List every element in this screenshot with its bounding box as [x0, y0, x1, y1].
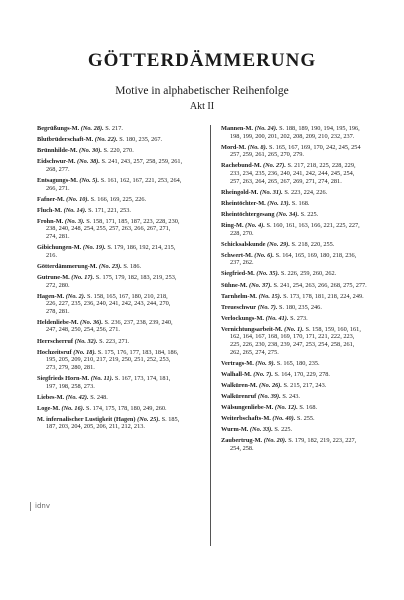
motive-term: Verlockungs-M.	[221, 314, 264, 322]
motive-entry	[37, 416, 200, 431]
page-references: 238, 240, 248, 254, 255, 257, 263, 266, 267, 271,	[46, 225, 171, 233]
motive-term: Walkürenruf	[221, 393, 257, 401]
page-references: 228, 270.	[230, 229, 254, 237]
motive-number: (No. 6).	[254, 251, 274, 259]
motive-term: Götterdämmerung-M.	[37, 262, 98, 270]
motive-entry	[37, 263, 200, 271]
motive-number: (No. 7).	[253, 370, 273, 378]
motive-term: Rheintöchtergesang	[221, 210, 275, 218]
motive-entry	[37, 293, 200, 316]
motive-number: (No. 19).	[82, 244, 106, 252]
page-references: 274, 281.	[46, 233, 70, 241]
page-references: S. 179, 182, 219, 223, 227,	[288, 437, 357, 445]
page-references: S. 248.	[90, 393, 108, 401]
page-references: 233, 234, 235, 236, 240, 241, 242, 244, 245, 254,	[230, 169, 355, 177]
motive-number: (No. 37).	[249, 281, 272, 289]
motive-number: (No. 16).	[61, 404, 85, 412]
page-references: S. 174, 175, 178, 180, 249, 260.	[85, 404, 167, 412]
motive-number: (No. 38).	[77, 158, 100, 166]
page-references: S. 166, 169, 225, 226.	[90, 195, 147, 203]
motive-list-left	[37, 125, 200, 435]
motive-number: (No. 40).	[272, 415, 296, 423]
page-references: 162, 164, 167, 168, 169, 170, 171, 221, 222, 223,	[230, 333, 355, 341]
motive-term: Rachebund-M.	[221, 162, 262, 170]
motive-entry	[221, 241, 389, 249]
motive-number: (No. 12).	[274, 404, 298, 412]
motive-term: Vernichtungsarbeit-M.	[221, 325, 283, 333]
page-references: S. 158, 171, 185, 187, 223, 228, 230,	[86, 217, 180, 225]
motive-number: (No. 4).	[245, 221, 265, 229]
motive-term: Rheingold-M.	[221, 188, 259, 196]
page-references: S. 180, 235, 267.	[119, 136, 163, 144]
page-references: S. 223, 271.	[99, 337, 130, 345]
motive-number: (No. 10).	[66, 195, 90, 203]
page-references: 257, 259, 261, 265, 270, 279.	[230, 151, 304, 159]
page-references: S. 226, 259, 260, 262.	[280, 270, 337, 278]
motive-entry	[221, 293, 389, 301]
motive-number: (No. 8).	[247, 143, 268, 151]
page-references: S. 185,	[161, 415, 180, 423]
motive-entry	[37, 319, 200, 334]
page-references: S. 168.	[291, 199, 310, 207]
motive-entry	[221, 125, 389, 140]
page-references: S. 171, 221, 253.	[88, 206, 131, 214]
page-references: S. 236, 237, 238, 239, 240,	[104, 318, 173, 326]
motive-entry	[221, 200, 389, 208]
motive-number: (No. 27).	[263, 162, 286, 170]
motive-number: (No. 24).	[254, 125, 278, 132]
page-references: S. 179, 186, 192, 214, 215,	[107, 244, 176, 252]
motive-entry	[221, 270, 389, 278]
page-references: S. 186.	[123, 262, 142, 270]
page-references: S. 188, 189, 190, 194, 195, 196,	[279, 125, 360, 132]
motive-entry	[37, 147, 200, 155]
motive-term: Gutrune-M.	[37, 273, 70, 281]
motive-entry	[221, 371, 389, 379]
motive-term: Vertrags-M.	[221, 359, 254, 367]
page-references: S. 164, 165, 169, 180, 218, 236,	[275, 251, 357, 259]
motive-number: (No. 20).	[263, 437, 287, 445]
page-references: S. 158, 159, 160, 161,	[305, 325, 361, 333]
motive-number: (No. 42).	[65, 393, 89, 401]
motive-number: (No. 1).	[284, 325, 304, 333]
motive-term: Wurm-M.	[221, 426, 249, 434]
motive-entry	[221, 415, 389, 423]
page-references: S. 241, 243, 257, 258, 259, 261,	[101, 158, 183, 166]
motive-number: (No. 2).	[65, 292, 86, 300]
page-references: S. 255.	[296, 415, 315, 423]
motive-term: Siegfried-M.	[221, 270, 255, 278]
page-references: 254, 258.	[230, 445, 254, 452]
page-references: S. 223, 224, 226.	[284, 188, 328, 196]
motive-term: Eidschwur-M.	[37, 158, 76, 166]
motive-entry	[221, 304, 389, 312]
page-title: GÖTTERDÄMMERUNG	[87, 50, 317, 71]
motive-number: (No. 39).	[257, 393, 281, 401]
motive-number: (No. 32).	[74, 337, 98, 345]
motive-term: Treueschwur	[221, 303, 257, 311]
motive-term: Fafner-M.	[37, 195, 65, 203]
page-references: S. 217.	[105, 125, 123, 132]
motive-term: Zaubertrug-M.	[221, 437, 263, 445]
library-stamp: idnv	[30, 502, 50, 511]
motive-number: (No. 23).	[98, 262, 122, 270]
motive-number: (No. 22).	[94, 136, 118, 144]
motive-number: (No. 35).	[256, 270, 280, 278]
page-references: 262, 265, 274, 275.	[230, 348, 279, 356]
motive-entry	[221, 211, 389, 219]
motive-entry	[221, 437, 389, 452]
motive-list-right	[221, 125, 389, 456]
page-references: S. 175, 179, 182, 183, 219, 253,	[95, 273, 177, 281]
motive-term: Mannen-M.	[221, 125, 254, 132]
motive-number: (No. 3).	[64, 217, 85, 225]
motive-number: (No. 41).	[265, 314, 289, 322]
page-references: 226, 227, 235, 236, 240, 241, 242, 243, 244, 270,	[46, 300, 171, 308]
motive-number: (No. 25).	[137, 415, 161, 423]
page-references: S. 225.	[300, 210, 319, 218]
page-references: 268, 277.	[46, 165, 70, 173]
motive-term: Hagen-M.	[37, 292, 65, 300]
motive-entry	[221, 382, 389, 390]
page-references: 187, 203, 204, 205, 206, 211, 212, 213.	[46, 423, 145, 431]
motive-term: Weiterbschafts-M.	[221, 415, 271, 423]
motive-number: (No. 26).	[259, 381, 282, 389]
motive-term: Blutbrüderschaft-M.	[37, 136, 94, 144]
page-references: S. 217, 218, 225, 228, 229,	[287, 162, 356, 170]
motive-number: (No. 18).	[73, 348, 97, 356]
motive-entry	[221, 282, 389, 290]
page-references: 216.	[46, 251, 58, 259]
motive-term: Fluch-M.	[37, 206, 63, 214]
page-references: S. 165, 167, 169, 170, 242, 245, 254	[268, 143, 361, 151]
motive-number: (No. 13).	[267, 199, 291, 207]
motive-term: Walküren-M.	[221, 381, 258, 389]
page-references: 273, 279, 280, 281.	[46, 363, 95, 371]
motive-entry	[37, 349, 200, 372]
motive-entry	[221, 426, 389, 434]
motive-number: (No. 28).	[80, 125, 104, 132]
page-references: S. 218, 220, 255.	[291, 240, 335, 248]
motive-entry	[37, 218, 200, 241]
motive-number: (No. 9).	[255, 359, 276, 367]
page-references: S. 168.	[299, 404, 318, 412]
motive-term: Herrscherruf	[37, 337, 74, 345]
page-references: S. 160, 161, 163, 166, 221, 225, 227,	[266, 221, 360, 229]
motive-entry	[221, 326, 389, 356]
motive-entry	[37, 394, 200, 402]
motive-entry	[221, 393, 389, 401]
motive-term: Hochzeitsruf	[37, 348, 72, 356]
motive-entry	[37, 136, 200, 144]
motive-number: (No. 14).	[63, 206, 87, 214]
motive-entry	[221, 252, 389, 267]
page-references: 225, 226, 230, 238, 239, 247, 253, 254, 258, 261,	[230, 341, 355, 349]
page-references: 198, 199, 200, 201, 202, 208, 209, 210, 232, 237.	[230, 132, 355, 140]
motive-term: Liebes-M.	[37, 393, 65, 401]
motive-entry	[221, 162, 389, 185]
act-heading: Akt II	[189, 101, 215, 112]
page-references: S. 220, 270.	[103, 147, 134, 155]
page-references: 257, 263, 264, 265, 267, 269, 271, 274, 281.	[230, 177, 342, 185]
motive-entry	[221, 360, 389, 368]
motive-term: Heldenliebe-M.	[37, 318, 79, 326]
motive-number: (No. 36).	[80, 318, 103, 326]
page-references: S. 243.	[282, 393, 300, 401]
page-references: 237, 262.	[230, 259, 254, 267]
motive-term: Sühne-M.	[221, 281, 248, 289]
motive-number: (No. 29).	[267, 240, 290, 248]
motive-entry	[37, 244, 200, 259]
motive-entry	[221, 222, 389, 237]
page-subtitle: Motive in alphabetischer Reihenfolge	[115, 85, 289, 97]
page-references: S. 273.	[290, 314, 308, 322]
page-references: S. 215, 217, 243.	[283, 381, 327, 389]
page-references: S. 161, 162, 167, 221, 253, 264,	[100, 176, 182, 184]
page-references: S. 180, 235, 246.	[279, 303, 322, 311]
motive-entry	[37, 125, 200, 133]
motive-entry	[221, 315, 389, 323]
motive-term: Siegfrieds Horn-M.	[37, 374, 90, 382]
motive-term: Entsagungs-M.	[37, 176, 78, 184]
motive-entry	[221, 144, 389, 159]
page-references: 195, 205, 209, 210, 217, 219, 250, 251, 252, 253,	[46, 356, 171, 364]
motive-entry	[37, 196, 200, 204]
motive-entry	[37, 274, 200, 289]
motive-number: (No. 17).	[71, 273, 95, 281]
motive-term: Begrüßungs-M.	[37, 125, 80, 132]
motive-term: Brünnhilde-M.	[37, 147, 78, 155]
motive-term: Schicksalskunde	[221, 240, 266, 248]
motive-number: (No. 15).	[258, 292, 282, 300]
motive-term: Frohn-M.	[37, 217, 64, 225]
page-references: 266, 271.	[46, 184, 70, 192]
motive-term: Walhall-M.	[221, 370, 252, 378]
motive-number: (No. 31).	[259, 188, 283, 196]
motive-entry	[37, 405, 200, 413]
motive-number: (No. 5).	[79, 176, 100, 184]
motive-entry	[37, 177, 200, 192]
motive-term: Wälsungenliebe-M.	[221, 404, 274, 412]
page-references: 278, 281.	[46, 307, 70, 315]
page-references: S. 165, 180, 235.	[276, 359, 320, 367]
motive-number: (No. 7).	[257, 303, 278, 311]
motive-term: Gibichungen-M.	[37, 244, 82, 252]
motive-entry	[37, 158, 200, 173]
motive-number: (No. 30).	[79, 147, 102, 155]
page-references: S. 175, 176, 177, 183, 184, 186,	[97, 348, 179, 356]
motive-number: (No. 33).	[249, 426, 273, 434]
page-references: S. 164, 170, 229, 278.	[274, 370, 330, 378]
motive-entry	[221, 189, 389, 197]
motive-term: M. infernalischer Lustigkeit (Hagen)	[37, 415, 136, 423]
page-references: S. 158, 165, 167, 180, 210, 218,	[87, 292, 168, 300]
motive-term: Rheintöchter-M.	[221, 199, 266, 207]
motive-term: Ring-M.	[221, 221, 244, 229]
page-references: S. 225.	[274, 426, 293, 434]
column-divider	[210, 125, 211, 546]
motive-term: Tarnhelm-M.	[221, 292, 257, 300]
motive-number: (No. 34).	[276, 210, 300, 218]
motive-entry	[221, 404, 389, 412]
motive-term: Mord-M.	[221, 143, 247, 151]
motive-entry	[37, 338, 200, 346]
motive-number: (No. 11).	[90, 374, 114, 382]
page-references: 197, 198, 258, 273.	[46, 382, 95, 390]
page-references: 272, 280.	[46, 281, 70, 289]
page-references: 247, 248, 250, 254, 256, 271.	[46, 326, 120, 334]
motive-entry	[37, 375, 200, 390]
page-references: S. 173, 178, 181, 218, 224, 249.	[283, 292, 364, 300]
page-references: S. 241, 254, 263, 266, 268, 275, 277.	[273, 281, 367, 289]
motive-entry	[37, 207, 200, 215]
motive-term: Schwert-M.	[221, 251, 253, 259]
page-references: S. 167, 173, 174, 181,	[114, 374, 171, 382]
motive-term: Loge-M.	[37, 404, 60, 412]
